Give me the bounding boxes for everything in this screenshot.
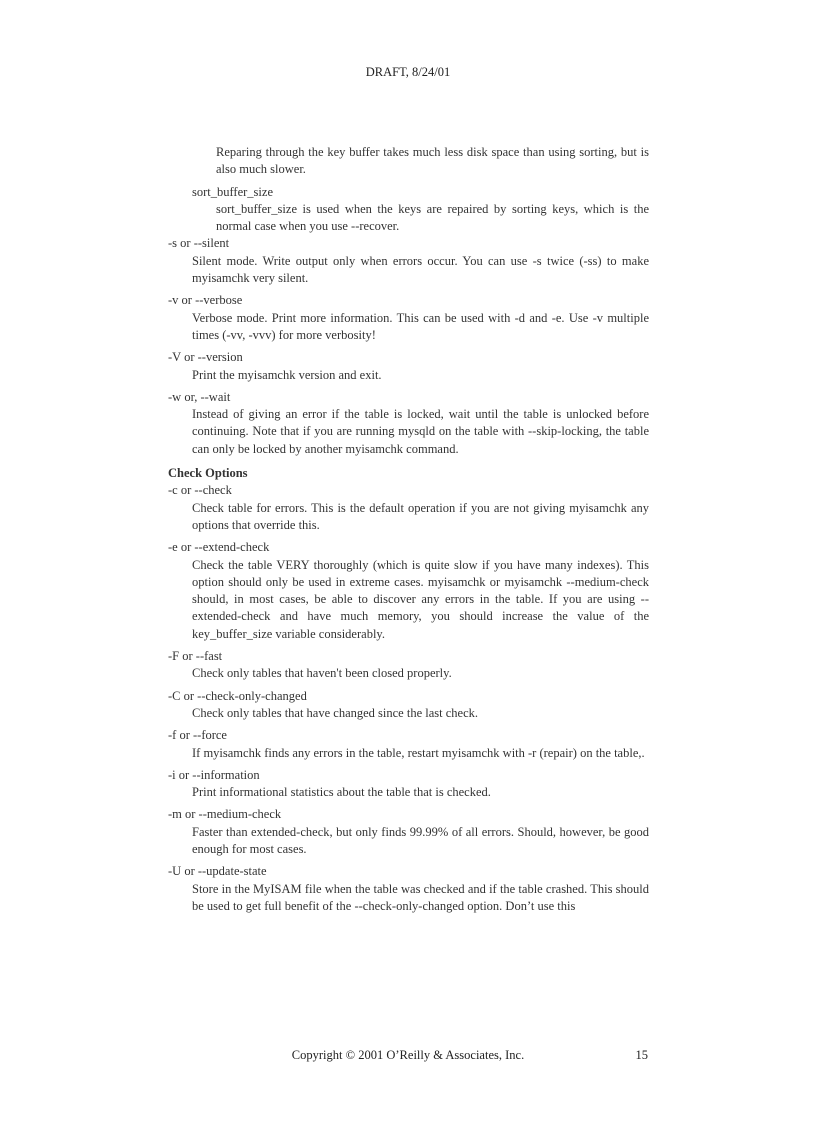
option-term: -F or --fast [168,649,223,664]
option-term: -f or --force [168,728,227,743]
page-body [168,144,649,915]
option-description: Verbose mode. Print more information. This can be used with -d and -e. Use -v multiple times (-vv, -vvv) for more verbosity! [192,310,649,342]
options-list-general [168,235,649,458]
option-term: -U or --update-state [168,864,267,879]
options-list-check [168,482,649,915]
option-description: Instead of giving an error if the table is locked, wait until the table is unlocked before continuing. Note that if you are running mysqld on the table with --skip-locking, the table can only be locked by another myisamchk command. [192,407,649,456]
option-term: -i or --information [168,767,260,782]
option-term: -v or --verbose [168,293,243,308]
option-description: Check only tables that haven't been closed properly. [192,666,452,681]
option-description: Store in the MyISAM file when the table was checked and if the table crashed. This should be used to get full benefit of the --check-only-changed option. Don’t use this [192,881,649,913]
option-description: Print informational statistics about the table that is checked. [192,785,491,800]
option-term: -w or, --wait [168,389,231,404]
option-description: Check table for errors. This is the default operation if you are not giving myisamchk any options that override this. [192,500,649,532]
option-term: sort_buffer_size [192,184,273,199]
option-term: -m or --medium-check [168,807,282,822]
option-description: Silent mode. Write output only when errors occur. You can use -s twice (-ss) to make myisamchk very silent. [192,253,649,286]
option-term: -e or --extend-check [168,540,270,555]
intro-description: Reparing through the key buffer takes much less disk space than using sorting, but is also much slower. [216,145,649,177]
option-term: -s or --silent [168,236,230,251]
page-number: 15 [635,1048,648,1062]
option-description: sort_buffer_size is used when the keys are repaired by sorting keys, which is the normal case when you use --recover. [216,201,649,234]
option-description: Check only tables that have changed since the last check. [192,705,479,720]
copyright-notice: Copyright © 2001 O’Reilly & Associates, Inc. [291,1048,525,1062]
option-description: Print the myisamchk version and exit. [192,367,382,382]
option-term: -C or --check-only-changed [168,688,307,703]
page-header: DRAFT, 8/24/01 [365,65,451,79]
section-heading: Check Options [168,466,248,481]
option-term: -V or --version [168,350,243,365]
option-term: -c or --check [168,483,232,498]
option-description: Check the table VERY thoroughly (which is quite slow if you have many indexes). This option should only be used in extreme cases. myisamchk or myisamchk --medium-check should, in most cases, be able to discover any errors in the table. If you are using --extended-check and have much memory, you should increase the value of the key_buffer_size variable considerably. [192,557,649,641]
option-description: Faster than extended-check, but only finds 99.99% of all errors. Should, however, be good enough for most cases. [192,824,649,856]
option-description: If myisamchk finds any errors in the table, restart myisamchk with -r (repair) on the table,. [192,745,645,760]
